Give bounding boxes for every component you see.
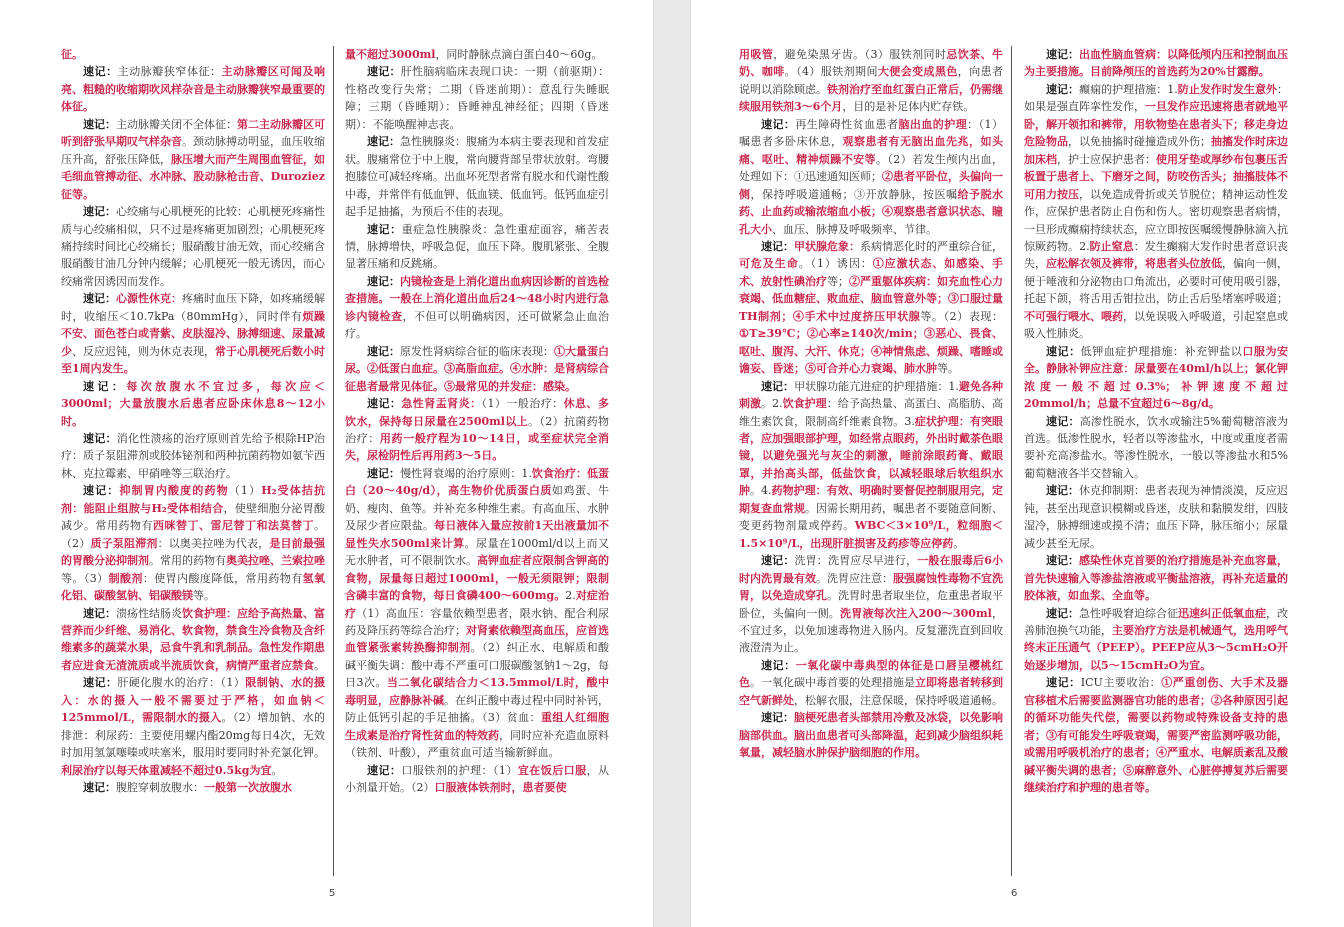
highlighted-text: ②严重躯体疾病：如充血性心力衰竭、低血糖症、败血症、脑血管意外等；③口服过量TH制剂；④手术中过度挤压甲状腺 [739,274,1003,323]
note-paragraph [1024,482,1288,552]
body-text: ，不宜过多，以免加速毒物进入肠内。反复灌洗直到回收液澄清为止。 [739,606,1003,655]
note-label: 速记： [1046,554,1079,568]
highlighted-text: 不可强行喂水、喂药 [1024,309,1123,323]
column-divider [1011,46,1012,876]
note-label: 速记： [83,676,118,690]
note-label: 速记： [1046,606,1079,620]
body-text: 等。 [937,362,959,376]
body-text: 。因需长期用药，嘱患者不要随意间断、变更药物剂量或停药。 [739,501,1003,533]
note-paragraph [345,63,609,133]
body-text: 癫痫的护理措施：1. [1079,82,1178,96]
highlighted-text: 感染性休克首要的治疗措施是补充血容量，首先快速输入等渗盐溶液或平衡盐溶液，再补充适量的胶体液，如血浆、全血等。 [1024,554,1288,603]
note-paragraph [61,482,325,604]
note-label: 速记： [83,205,116,219]
note-paragraph [61,605,325,675]
note-label: 速记： [761,379,795,393]
note-label: 速记： [1046,82,1080,96]
note-paragraph [1024,674,1288,796]
note-paragraph [739,709,1003,761]
body-text: 心绞痛与心肌梗死的比较：心肌梗死疼痛性质与心绞痛相似，只不过是疼痛更加剧烈；心肌梗死疼痛持续时间比心绞痛长；服硝酸甘油无效，而心绞痛含服硝酸甘油几分钟内缓解；心肌梗死一般无诱因，而心绞痛常因诱因而发作。 [61,205,325,288]
highlighted-text: 质子泵阻滞剂 [90,536,158,550]
text-column-right [345,46,609,884]
body-text: 慢性肾衰竭的治疗原则：1. [400,466,532,480]
body-text: 重症急性胰腺炎：急性重症面容，痛苦表情，脉搏增快，呼吸急促，血压下降。腹肌紧张、全腹显著压痛和反跳痛。 [345,222,609,271]
body-text: ：使胃内酸度降低，常用药物有 [142,571,303,585]
highlighted-text: 对症治疗 [345,589,609,620]
body-text: 。（2）抗菌药物治疗： [345,414,609,445]
highlighted-text: ①T≥39℃；②心率≥140次/min；③恶心、畏食、呕吐、腹泻、大汗、休克；④神情焦虑、烦躁、嗜睡或谵妄、昏迷；⑤可合并心力衰竭、肺水肿 [739,327,1003,376]
body-text: （1）一般治疗： [481,397,564,411]
body-text: 。（1）诱因： [798,257,873,271]
text-column-left [739,46,1003,884]
body-text: 肝性脑病临床表现口诀：一期（前驱期）：性格改变行失常；二期（昏迷前期）：意乱行失睡眠障；三期（昏睡期）：昏睡神乱神经征；四期（昏迷期）：不能唤醒神志丧。 [345,65,609,131]
highlighted-text: 利尿治疗以每天体重减轻不超过0.5kg为宜 [61,763,272,777]
highlighted-text: 洗胃液每次注入200～300ml [840,606,992,620]
body-text: 腹腔穿刺放腹水： [116,781,204,795]
note-label: 速记： [367,344,400,358]
body-text: ：给予高热量、高蛋白、高脂肪、高维生素饮食，限制高纤维素食物。3. [739,397,1003,428]
highlighted-text: 用药一般疗程为10～14日，或至症状完全消失，尿检阴性后再用药3～5日。 [345,431,609,463]
note-paragraph [61,203,325,290]
note-paragraph [739,238,1003,378]
body-text: 。（4）服铁剂期间 [784,65,878,79]
body-text: 、血压、脉搏及呼吸频率、节律。 [772,222,937,236]
note-label: 速记： [83,379,127,393]
note-label: 速记： [761,554,795,568]
highlighted-text: 常于心肌梗死后数小时至1周内发生。 [61,344,325,376]
highlighted-text: 给予脱水药、止血药或输浓缩血小板；④观察患者意识状态、瞳孔大小 [739,187,1003,236]
body-text: ，向患者说明以消除顾虑。 [739,65,1003,96]
body-text: 疼痛时血压下降，如疼痛缓解时，收缩压＜10.7kPa（80mmHg），同时伴有 [61,292,325,323]
note-paragraph [345,762,609,797]
note-paragraph [739,116,1003,238]
note-paragraph [345,273,609,343]
highlighted-text: 限制钠、水的摄入：水的摄入一般不需要过于严格，如血钠＜125mmol/L，需限制水的摄入 [61,676,325,725]
body-text: ：如果是强直阵挛性发作， [1024,82,1288,114]
body-text: 急性呼吸窘迫综合征 [1079,606,1178,620]
note-label: 速记： [367,763,402,777]
note-paragraph [739,378,1003,553]
note-label: 速记： [367,466,401,480]
highlighted-text: ②患者平卧位，头偏向一侧 [739,170,1003,201]
body-text: ，偏向一侧，便于唾液和分泌物由口角流出，必要时可使用吸引器，托起下颌，将舌用舌钳拉出，防止舌后坠堵塞呼吸道； [1024,257,1288,306]
body-text: 。2. [761,397,783,411]
body-text: ，不但可以明确病因，还可做紧急止血治疗。 [345,309,609,341]
highlighted-text: 口服为安全。静脉补钾应注意：尿量要在40ml/h以上；氯化钾浓度一般不超过0.3%；补钾速度不超过20mmol/h；总量不宜超过6～8g/d。 [1024,344,1288,411]
body-text: ，目的是补足体内贮存铁。 [842,100,975,114]
highlighted-text: 口服液体铁剂时，患者要使 [434,781,567,795]
highlighted-text: 避免各种刺激 [739,379,1003,411]
body-text: 。 [271,763,283,777]
highlighted-text: 重组人红细胞生成素是治疗肾性贫血的特效药 [345,711,609,742]
highlighted-text: 一氧化碳中毒典型的体征是口唇呈樱桃红色 [739,658,1003,690]
note-label: 速记： [367,397,402,411]
body-text: （1）高血压：容量依赖型患者，限水钠、配合利尿药及降压药等综合治疗； [345,606,609,637]
highlighted-text: 饮食护理：应给予高热量、富营养而少纤维、易消化、软食物，禁食生冷食物及含纤维素多的蔬菜水果，忌食牛乳和乳制品。急性发作期患者应进食无渣流质或半流质饮食，病情严重者应禁食 [61,606,325,672]
note-paragraph [61,378,325,430]
note-label: 速记： [367,274,400,288]
note-label: 速记： [761,658,796,672]
note-paragraph [345,465,609,762]
note-label: 速记： [367,222,402,236]
note-label: 速记： [83,606,116,620]
highlighted-text: ①大量蛋白尿。②低蛋白血症。③高脂血症。④水肿：是肾病综合征患者最常见体征。⑤最常见的并发症：感染。 [345,344,609,393]
body-text: 等。（3） [61,571,109,585]
body-text: ，以免抽搐时碰撞造成外伤； [1068,135,1211,149]
body-text: ，改善肺泡换气功能， [1024,606,1288,637]
note-label: 速记： [761,711,794,725]
note-paragraph [61,674,325,779]
highlighted-text: 主要治疗方法是机械通气，选用呼气终末正压通气（PEEP）。PEEP应从3～5cmH₂O开始逐步增加，以5～15cmH₂O为宜。 [1024,623,1288,672]
highlighted-text: 忌饮茶、牛奶、咖啡 [739,48,1003,79]
body-text: ，保持呼吸道通畅；③开放静脉，按医嘱 [750,187,958,201]
highlighted-text: 应松解衣领及裤带，将患者头位放低 [1046,257,1222,271]
body-text: 。尿量在1000ml/d以上而又无水肿者，可不限制饮水。 [345,536,609,568]
body-text: 急性胰腺炎：腹痛为本病主要表现和首发症状。腹痛常位于中上腹，常向腰背部呈带状放射。弯腰抱膝位可减轻疼痛。出血坏死型者常有脱水和代谢性酸中毒，并常伴有低血钾、低血镁、低血钙。低钙血症引起手足抽搐，为预后不佳的表现。 [345,135,609,219]
highlighted-text: 脑出血的护理 [898,117,968,131]
highlighted-text: 心源性休克： [116,292,182,306]
body-text: 系病情恶化时的严重综合征， [860,239,1003,253]
note-label: 速记： [367,135,400,149]
body-text: 。 [953,536,965,550]
body-text: 溃疡性结肠炎 [116,606,182,620]
note-label: 速记： [83,292,116,306]
highlighted-text: 征。 [61,48,83,61]
note-paragraph [61,430,325,482]
note-paragraph [739,657,1003,709]
continued-paragraph [61,46,325,63]
body-text: 。（2）纠正水、电解质和酸碱平衡失调：酸中毒不严重可口服碳酸氢钠1～2g，每日3次。 [345,641,609,690]
note-paragraph [345,221,609,273]
text-column-left [61,46,325,884]
body-text: 。4. [750,484,772,498]
highlighted-text: 急性肾盂肾炎： [401,397,482,411]
body-text: 消化性溃疡的治疗原则首先给予根除HP治疗：质子泵阻滞剂或胶体铋剂和两种抗菌药物如氨苄西林、克拉霉素、甲硝唑等三联治疗。 [61,431,325,480]
highlighted-text: 主动脉瓣区可闻及响亮、粗糙的收缩期吹风样杂音是主动脉瓣狭窄最重要的体征。 [61,65,325,114]
body-text: ：以奥美拉唑为代表， [157,536,270,550]
body-text: 等。 [193,589,215,603]
note-label: 速记： [1046,344,1081,358]
body-text: ，松解衣服，注意保暖，保持呼吸道通畅。 [794,693,1003,707]
note-paragraph [1024,552,1288,604]
highlighted-text: 奥美拉唑、兰索拉唑 [226,554,325,568]
highlighted-text: 脉压增大而产生周围血管征，如毛细血管搏动征、水冲脉、股动脉枪击音、Duroziez征等。 [61,152,325,201]
body-text: 高渗性脱水，饮水或输注5%葡萄糖溶液为首选。低渗性脱水，轻者以等渗盐水，中度或重度者需要补充高渗盐水。等渗性脱水，一般以等渗盐水和5%葡萄糖液各半交替输入。 [1024,414,1288,480]
highlighted-text: 烦躁不安、面色苍白或青紫、皮肤湿冷、脉搏细速、尿量减少 [61,309,325,358]
highlighted-text: 观察患者有无脑出血先兆，如头痛、呕吐、精神烦躁不安等 [739,135,1003,166]
note-paragraph [61,116,325,203]
highlighted-text: 内镜检查是上消化道出血病因诊断的首选检查措施。一般在上消化道出血后24～48小时内进行急诊内镜检查 [345,274,609,323]
body-text: ，避免染黑牙齿。（3）服铁剂同时 [773,48,947,61]
highlighted-text: H₂受体拮抗剂：能阻止组胺与H₂受体相结合 [61,484,325,515]
highlighted-text: 一旦发作应迅速将患者就地平卧，解开领扣和裤带，用软物垫在患者头下；移走身边危险物品 [1024,100,1288,149]
highlighted-text: 宜在饭后口服 [517,763,587,777]
highlighted-text: 每日液体入量应按前1天出液量加不显性失水500ml来计算 [345,519,609,550]
body-text: 主动脉瓣关闭不全体征： [116,117,237,131]
note-label: 速记： [761,117,796,131]
highlighted-text: 药物护理：有效、明确时要督促控制服用完，定期复查血常规 [739,484,1003,515]
body-text: 主动脉瓣狭窄体征： [117,65,222,79]
highlighted-text: 休息、多饮水，保持每日尿量在2500ml以上 [345,397,609,428]
highlighted-text: 铁剂治疗至血红蛋白正常后，仍需继续服用铁剂3～6个月 [739,82,1003,114]
body-text: 。常用的药物有 [149,554,226,568]
highlighted-text: 症状护理：有突眼者，应加强眼部护理，如经常点眼药，外出时戴茶色眼镜，以避免强光与灰尘的刺激，睡前涂眼药膏、戴眼罩，并抬高头部，低盐饮食，以减轻眼球后软组织水肿 [739,414,1003,498]
highlighted-text: 是目前最强的胃酸分泌抑制剂 [61,536,325,568]
note-label: 速记： [1046,676,1081,690]
body-text: （1） [228,484,262,498]
note-label: 速记： [83,431,117,445]
highlighted-text: 脑梗死患者头部禁用冷敷及冰袋，以免影响脑部供血。脑出血患者可头部降温，起到减少脑组织耗氧量，减轻脑水肿保护脑细胞的作用。 [739,711,1003,760]
body-text: 等； [827,274,849,288]
note-paragraph [1024,81,1288,343]
body-text: ，使壁细胞分泌胃酸减少。常用药物有 [61,501,325,533]
body-text: ：（1）嘱患者多卧床休息， [739,117,1003,149]
highlighted-text: 饮食护理 [782,397,827,411]
note-label: 速记： [83,117,116,131]
body-text: 。颈动脉搏动明显，血压收缩压升高，舒张压降低， [61,135,325,166]
note-paragraph [61,290,325,377]
body-text: 口服铁剂的护理：（1） [401,763,518,777]
highlighted-text: 高钾血症者应限制含钾高的食物，尿量每日超过1000ml，一般无须限钾；限制含磷丰富的食物，每日食磷400～600mg。 [345,554,609,603]
text-column-right [1024,46,1288,884]
document-page-left [0,0,653,927]
highlighted-text: 当二氧化碳结合力＜13.5mmol/L时，酸中毒明显，应静脉补碱 [345,676,609,707]
highlighted-text: 饮食治疗：低蛋白（20～40g/d），高生物价优质蛋白质 [345,466,609,498]
note-label: 速记： [1046,48,1079,61]
highlighted-text: 立即将患者转移到空气新鲜处 [739,676,1003,707]
body-text: 肝硬化腹水的治疗：（1） [117,676,246,690]
highlighted-text: 抑制胃内酸度的药物 [119,484,229,498]
note-label: 速记： [367,65,401,79]
body-text: 等。（2）表现： [920,309,1003,323]
highlighted-text: ①应激状态、如感染、手术、放射性碘治疗 [739,257,1003,288]
highlighted-text: 每次放腹水不宜过多，每次应＜3000ml；大量放腹水后患者应卧床休息8～12小时。 [61,379,325,428]
highlighted-text: 对肾素依赖型高血压，应首选血管紧张素转换酶抑制剂 [345,623,609,655]
highlighted-text: ①严重创伤、大手术及器官移植术后需要监测器官功能的患者；②各种原因引起的循环功能失代偿，需要以药物或特殊设备支持的患者；③有可能发生呼吸衰竭，需要严密监测呼吸功能，或需用呼吸机治疗的患者；④严重水、电解质紊乱及酸碱平衡失调的患者；⑤麻醉意外、心脏停搏复苏后需要继续治疗和护理的患者等。 [1024,676,1288,795]
body-text: 。 [314,658,325,672]
note-label: 速记： [83,781,116,795]
highlighted-text: 抽搐发作时床边加床档 [1024,135,1288,166]
highlighted-text: 出血性脑血管病：以降低颅内压和控制血压为主要措施。目前降颅压的首选药为20%甘露醇。 [1024,48,1288,79]
note-paragraph [345,395,609,465]
body-text: 休克抑制期：患者表现为神情淡漠，反应迟钝，甚至出现意识模糊或昏迷，皮肤和黏膜发绀，四肢湿冷，脉搏细速或摸不清；血压下降，脉压缩小；尿量减少甚至无尿。 [1024,484,1288,550]
continued-paragraph [739,46,1003,116]
body-text: ，护士应保护患者： [1057,152,1156,166]
note-paragraph [1024,343,1288,413]
document-page-right [691,0,1344,927]
body-text: ，同时应补充造血原料（铁剂、叶酸），严重贫血可适当输新鲜血。 [345,728,609,760]
body-text: ：发生癫痫大发作时患者意识丧失， [1024,239,1288,271]
body-text: 。一氧化碳中毒首要的处理措施是 [750,676,915,690]
body-text: 甲状腺功能亢进症的护理措施：1. [794,379,959,393]
body-text: 。（2）若发生颅内出血，处理如下：①迅速通知医师； [739,152,1003,184]
highlighted-text: 防止发作时发生意外 [1177,82,1278,96]
body-text: 2. [565,589,576,603]
body-text: 、反应迟钝，则为休克表现， [72,344,215,358]
body-text: 。洗胃时患者取坐位，危重患者取平卧位，头偏向一侧。 [739,589,1003,620]
highlighted-text: 量不超过3000ml [345,48,436,61]
highlighted-text: 服强腐蚀性毒物不宜洗胃，以免造成穿孔 [739,571,1003,603]
continued-paragraph [345,46,609,63]
note-paragraph [345,133,609,220]
highlighted-text: WBC＜3×10⁹/L，粒细胞＜1.5×10⁹/L，出现肝脏损害及药疹等应停药 [739,519,1003,550]
highlighted-text: 第二主动脉瓣区可听到舒张早期叹气样杂音 [61,117,325,149]
page-number: 5 [329,888,336,899]
note-label: 速记： [1046,414,1080,428]
body-text: ，以免误吸入呼吸道，引起窒息或吸入性肺炎。 [1024,309,1288,341]
note-paragraph [1024,605,1288,675]
body-text: 原发性肾病综合征的临床表现： [400,344,554,358]
note-paragraph [739,552,1003,657]
body-text: 。（2） [61,519,325,550]
note-paragraph [61,63,325,115]
body-text: 再生障碍性贫血患者 [795,117,899,131]
body-text: 低钾血症护理措施：补充钾盐以 [1080,344,1243,358]
note-label: 速记： [83,484,120,498]
highlighted-text: 防止窒息 [1089,239,1134,253]
note-label: 速记： [83,65,118,79]
page-number: 6 [1011,888,1018,899]
highlighted-text: 可危及生命 [739,257,799,271]
body-text: 洗胃：洗胃应尽早进行， [794,554,918,568]
body-text: 。在纠正酸中毒过程中同时补钙，防止低钙引起的手足抽搐。（3）贫血： [345,693,609,725]
note-paragraph [61,779,325,796]
highlighted-text: 一般在服毒后6小时内洗胃最有效 [739,554,1003,585]
body-text: 。洗胃应注意： [816,571,893,585]
note-label: 速记： [761,239,794,253]
body-text: ，同时静脉点滴白蛋白40～60g。 [435,48,603,61]
highlighted-text: 迅速纠正低氧血症 [1178,606,1266,620]
body-text: 如鸡蛋、牛奶、瘦肉、鱼等。并补充多种维生素。有高血压、水肿及尿少者应限盐。 [345,484,609,533]
highlighted-text: 一般第一次放腹水 [204,781,292,795]
body-text: 。（2）增加钠、水的排泄：利尿药：主要使用螺内酯20mg每日4次，无效时加用氢氯噻嗪或呋塞米，服用时要同时补充氯化钾。 [61,711,325,760]
note-label: 速记： [1046,484,1079,498]
body-text: ICU主要收治： [1080,676,1162,690]
body-text: ，从小剂量开始。（2） [345,763,609,795]
highlighted-text: 西咪替丁、雷尼替丁和法莫替丁 [153,519,314,533]
highlighted-text: 使用牙垫或厚纱布包裹压舌板置于患者上、下磨牙之间，防咬伤舌头；抽搐肢体不可用力按压 [1024,152,1288,201]
highlighted-text: 制酸剂 [108,571,143,585]
highlighted-text: 大便会变成黑色 [877,65,958,79]
note-paragraph [1024,46,1288,81]
note-paragraph [345,343,609,395]
note-paragraph [1024,413,1288,483]
body-text: ，以免造成骨折或关节脱位；精神运动性发作，应保护患者防止自伤和伤人。密切观察患者病情，一旦形成癫痫持续状态，应立即按医嘱缓慢静脉滴入抗惊厥药物。2. [1024,187,1288,253]
highlighted-text: 用吸管 [739,48,774,61]
column-divider [333,46,334,876]
highlighted-text: 氢氧化铝、碳酸氢钠、铝碳酸镁 [61,571,325,603]
highlighted-text: 甲状腺危象： [794,239,860,253]
